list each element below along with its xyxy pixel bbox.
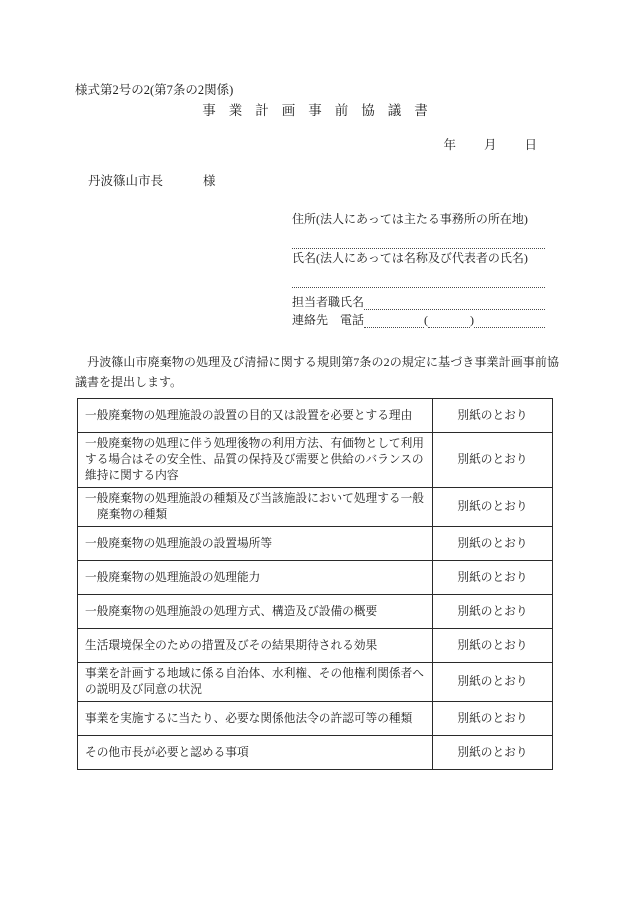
note-cell: 別紙のとおり — [433, 561, 553, 595]
table-row — [78, 561, 553, 595]
note-cell: 別紙のとおり — [433, 488, 553, 527]
table-row — [78, 736, 553, 770]
item-cell: その他市長が必要と認める事項 — [78, 736, 433, 770]
date-year-label: 年 — [443, 138, 456, 152]
phone-paren-close: ) — [470, 313, 475, 327]
contact-person-line — [292, 293, 545, 311]
statement-paragraph: 丹波篠山市廃棄物の処理及び清掃に関する規則第7条の2の規定に基づき事業計画事前協議書を提出します。 — [75, 355, 559, 389]
item-cell: 一般廃棄物の処理に伴う処理後物の利用方法、有価物として利用する場合はその安全性、品質の保持及び需要と供給のバランスの維持に関する内容 — [78, 433, 433, 488]
item-cell: 一般廃棄物の処理施設の設置場所等 — [78, 527, 433, 561]
contact-person-fill-line — [364, 309, 545, 310]
phone-paren-open: ( — [424, 313, 429, 327]
table-row — [78, 488, 553, 527]
table-row — [78, 399, 553, 433]
item-cell: 一般廃棄物の処理施設の種類及び当該施設において処理する一般廃棄物の種類 — [78, 488, 433, 527]
contact-person-label: 担当者職氏名 — [292, 295, 365, 309]
applicant-block — [292, 210, 545, 329]
table-row — [78, 702, 553, 736]
table-row — [78, 629, 553, 663]
addressee-honorific: 様 — [203, 174, 216, 188]
item-cell: 事業を実施するに当たり、必要な関係他法令の許認可等の種類 — [78, 702, 433, 736]
addressee-title: 丹波篠山市長 — [88, 174, 164, 188]
item-cell: 一般廃棄物の処理施設の設置の目的又は設置を必要とする理由 — [78, 399, 433, 433]
item-cell: 事業を計画する地域に係る自治体、水利権、その他権利関係者への説明及び同意の状況 — [78, 663, 433, 702]
form-number: 様式第2号の2(第7条の2関係) — [75, 83, 234, 97]
name-label: 氏名(法人にあっては名称及び代表者の氏名) — [292, 251, 528, 265]
addressee-line — [88, 171, 216, 189]
item-cell: 一般廃棄物の処理施設の処理能力 — [78, 561, 433, 595]
date-month-label: 月 — [483, 138, 497, 152]
phone-label: 電話 — [340, 313, 365, 327]
date-day-label: 日 — [524, 138, 537, 152]
phone-line — [292, 311, 545, 329]
table-row — [78, 527, 553, 561]
note-cell: 別紙のとおり — [433, 736, 553, 770]
note-cell: 別紙のとおり — [433, 433, 553, 488]
phone-end-fill-line — [474, 327, 545, 328]
item-cell: 生活環境保全のための措置及びその結果期待される効果 — [78, 629, 433, 663]
note-cell: 別紙のとおり — [433, 595, 553, 629]
phone-area-fill-line — [364, 327, 424, 328]
document-title: 事業計画事前協議書 — [202, 103, 441, 118]
note-cell: 別紙のとおり — [433, 629, 553, 663]
phone-mid-fill-line — [428, 327, 470, 328]
consultation-items-table — [77, 398, 553, 770]
address-fill-line — [292, 228, 545, 249]
note-cell: 別紙のとおり — [433, 527, 553, 561]
date-line — [443, 135, 537, 153]
table-row — [78, 433, 553, 488]
table-row — [78, 663, 553, 702]
table-row — [78, 595, 553, 629]
address-label: 住所(法人にあっては主たる事務所の所在地) — [292, 212, 528, 226]
note-cell: 別紙のとおり — [433, 702, 553, 736]
contact-label: 連絡先 — [292, 313, 329, 327]
name-fill-line — [292, 267, 545, 288]
note-cell: 別紙のとおり — [433, 663, 553, 702]
item-cell: 一般廃棄物の処理施設の処理方式、構造及び設備の概要 — [78, 595, 433, 629]
note-cell: 別紙のとおり — [433, 399, 553, 433]
